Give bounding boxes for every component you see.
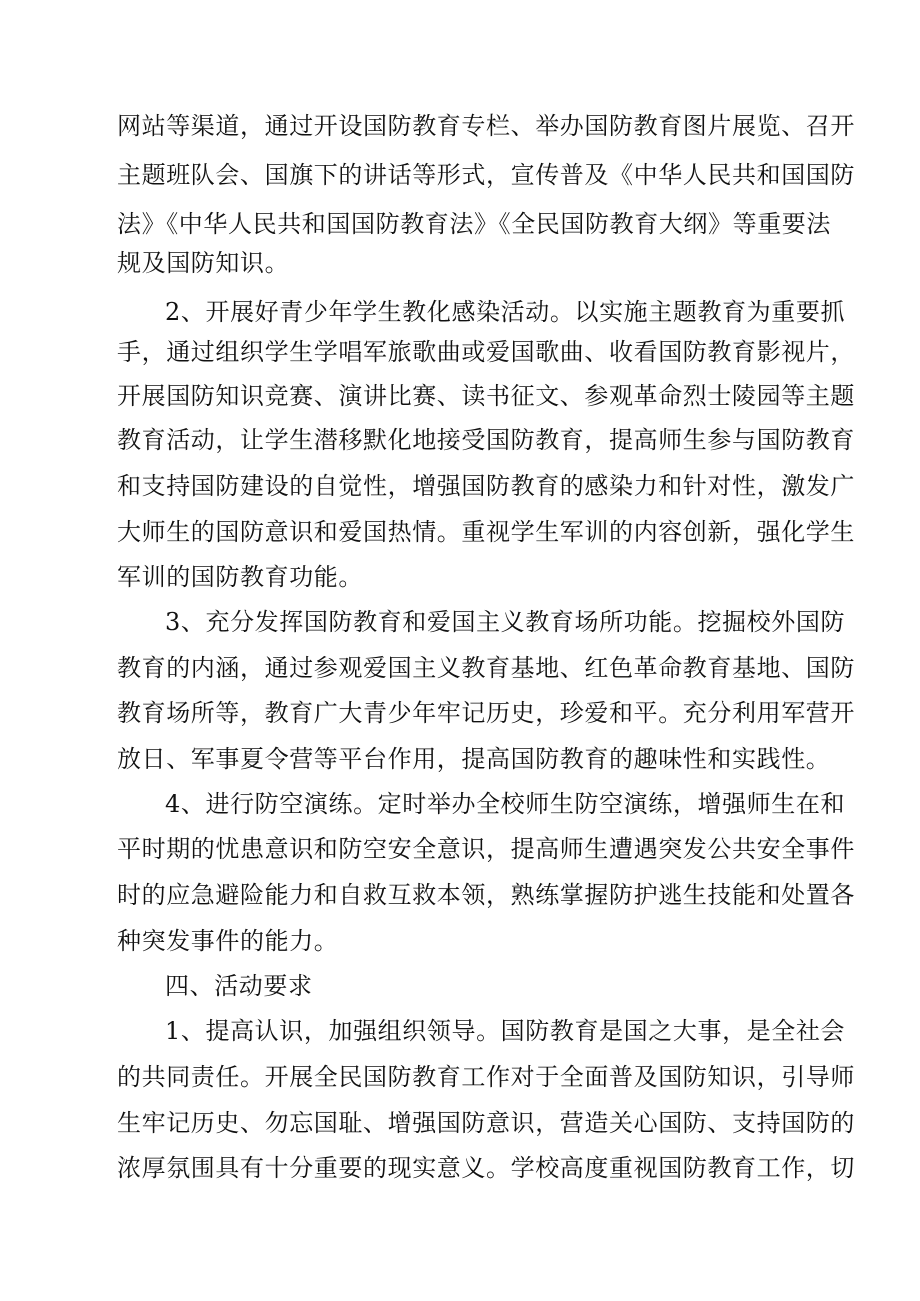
- paragraph-line: 网站等渠道，通过开设国防教育专栏、举办国防教育图片展览、召开: [117, 112, 855, 140]
- paragraph-line: 开展国防知识竞赛、演讲比赛、读书征文、参观革命烈士陵园等主题: [117, 382, 855, 410]
- paragraph-line: 和支持国防建设的自觉性，增强国防教育的感染力和针对性，激发广: [117, 472, 855, 500]
- paragraph-line: 规及国防知识。: [117, 249, 290, 277]
- paragraph-line: 教育场所等，教育广大青少年牢记历史，珍爱和平。充分利用军营开: [117, 699, 855, 727]
- paragraph-line: 军训的国防教育功能。: [117, 563, 363, 591]
- paragraph-line: 平时期的忧患意识和防空安全意识，提高师生遭遇突发公共安全事件: [117, 835, 855, 863]
- paragraph-line: 主题班队会、国旗下的讲话等形式，宣传普及《中华人民共和国国防: [117, 161, 855, 189]
- paragraph-line: 教育活动，让学生潜移默化地接受国防教育，提高师生参与国防教育: [117, 426, 855, 454]
- paragraph-line: 4、进行防空演练。定时举办全校师生防空演练，增强师生在和: [165, 790, 846, 818]
- paragraph-line: 2、开展好青少年学生教化感染活动。以实施主题教育为重要抓: [165, 298, 846, 326]
- paragraph-line: 法》《中华人民共和国国防教育法》《全民国防教育大纲》等重要法: [117, 210, 831, 238]
- paragraph-line: 浓厚氛围具有十分重要的现实意义。学校高度重视国防教育工作，切: [117, 1154, 855, 1182]
- paragraph-line: 放日、军事夏令营等平台作用，提高国防教育的趣味性和实践性。: [117, 745, 831, 773]
- paragraph-line: 教育的内涵，通过参观爱国主义教育基地、红色革命教育基地、国防: [117, 654, 855, 682]
- paragraph-line: 1、提高认识，加强组织领导。国防教育是国之大事，是全社会: [165, 1017, 846, 1045]
- paragraph-line: 大师生的国防意识和爱国热情。重视学生军训的内容创新，强化学生: [117, 518, 855, 546]
- paragraph-line: 时的应急避险能力和自救互救本领，熟练掌握防护逃生技能和处置各: [117, 881, 855, 909]
- paragraph-line: 生牢记历史、勿忘国耻、增强国防意识，营造关心国防、支持国防的: [117, 1109, 855, 1137]
- paragraph-line: 种突发事件的能力。: [117, 927, 339, 955]
- paragraph-line: 手，通过组织学生学唱军旅歌曲或爱国歌曲、收看国防教育影视片，: [117, 338, 855, 366]
- paragraph-line: 的共同责任。开展全民国防教育工作对于全面普及国防知识，引导师: [117, 1063, 855, 1091]
- paragraph-line: 3、充分发挥国防教育和爱国主义教育场所功能。挖掘校外国防: [165, 608, 846, 636]
- section-heading: 四、活动要求: [165, 972, 313, 1000]
